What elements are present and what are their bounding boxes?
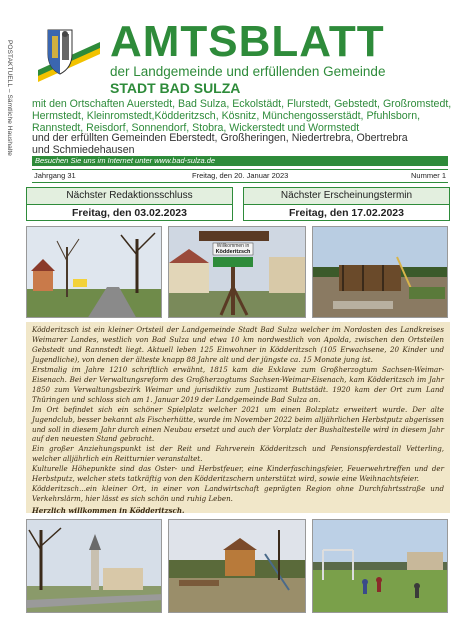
masthead-subtitle: der Landgemeinde und erfüllenden Gemeinde — [110, 64, 386, 79]
issue-info-row — [32, 169, 448, 183]
photo-village-street — [26, 226, 162, 318]
masthead-title: AMTSBLATT — [110, 17, 385, 66]
website-band[interactable]: Besuchen Sie uns im Internet unter www.bad-sulza.de — [32, 156, 448, 166]
publish-date-box — [243, 187, 450, 221]
side-label: POSTAKTUELL – Sämtliche Haushalte — [6, 40, 13, 157]
masthead-town: STADT BAD SULZA — [110, 80, 241, 96]
photo-welcome-sign — [168, 226, 306, 318]
editorial-deadline-label: Nächster Redaktionsschluss — [27, 188, 232, 205]
publish-date-label: Nächster Erscheinungstermin — [244, 188, 449, 205]
coat-of-arms-logo — [34, 24, 104, 90]
sign-welcome-text: Willkommen in — [216, 243, 250, 249]
photo-playground — [168, 519, 306, 613]
article-text: Ködderitzsch ist ein kleiner Ortsteil der Landgemeinde Stadt Bad Sulza welcher im Nordosten des Landkreises Weimarer Landes, westlich von Bad Sulza und etwa 10 km nordwestlich von Apolda, zwischen den Ortsteilen Gebstedt und Rannstedt liegt. Aktuell leben 125 Einwohner in Ködderitzsch (105 Erwachsene, 20 Kinder und Jugendliche), von denen der älteste knapp 88 Jahre alt und der jüngste ca. 15 Monate jung ist. Erstmalig im Jahre 1210 schriftlich erwähnt, 1815 kam die Exklave zum Großherzogtum Sachsen-Weimar-Eisenach. Bei der Verwaltungsreform des Großherzogtums Sachsen-Weimar-Eisenach, kam Ködderitzsch im Jahr 1850 zum Verwaltungsbezirk Weimar und jurisdiktiv zum Justizamt Buttstädt. 1920 kam der Ort zum Land Thüringen und schloss sich am 1. Januar 2019 der Landgemeinde Bad Sulza an. Im Ort befindet sich ein schöner Spielplatz welcher 2021 um einen Bolzplatz erweitert wurde. Der alte Jugendclub, besser bekannt als Fischerhütte, wurde im November 2022 beim alljährlichen Herbstputz abgerissen und soll in diesem Jahr durch einen Neubau ersetzt und auch der Vorplatz der Bushaltestelle wird in diesem Jahr auf den neuesten Stand gebracht. Ein großer Anziehungspunkt ist der Reit und Fahrverein Ködderitzsch und Pensionspferdestall Vetterling, welcher alljährlich ein Reitturnier veranstaltet. Kulturelle Höhepunkte sind das Oster- und Herbstfeuer, eine Kinderfaschingsfeier, Feuerwehrtreffen und der Herbstputz, welcher stets tatkräftig von den Ködderitzschern unterstützt wird, sowie eine Weihnachtsfeier. Ködderitzsch...ein kleiner Ort, in einer von Landwirtschaft geprägten Region ohne Durchfahrtsstraße und Verkehrslärm, hier lässt es sich schön und ruhig Leben. Herzlich willkommen in Ködderitzsch. — [26, 322, 450, 513]
issue-year: Jahrgang 31 — [34, 171, 76, 180]
photo-sports-field — [312, 519, 448, 613]
publish-date-value: Freitag, den 17.02.2023 — [289, 207, 404, 219]
member-municipalities: und der erfüllten Gemeinden Eberstedt, Großheringen, Niedertrebra, Obertrebra und Schmiedehausen — [32, 132, 408, 157]
issue-number: Nummer 1 — [410, 171, 446, 180]
issue-date: Freitag, den 20. Januar 2023 — [192, 171, 289, 180]
towns-list: mit den Ortschaften Auerstedt, Bad Sulza, Eckolstädt, Flurstedt, Gebstedt, Großromstedt, Hermstedt, Kleinromstedt,Ködderitzsch, Kösnitz, Münchengosserstädt, Pfuhlsborn, Rannstedt, Reisdorf, Sonnendorf, Stobra, Wickerstedt und Wormstedt — [32, 98, 452, 135]
editorial-deadline-box — [26, 187, 233, 221]
article-greeting: Herzlich willkommen in Ködderitzsch. — [32, 506, 185, 516]
photo-construction-site — [312, 226, 448, 318]
editorial-deadline-date: Freitag, den 03.02.2023 — [72, 207, 187, 219]
sign-village-name: Ködderitzsch — [215, 249, 251, 255]
photo-church-street — [26, 519, 162, 613]
